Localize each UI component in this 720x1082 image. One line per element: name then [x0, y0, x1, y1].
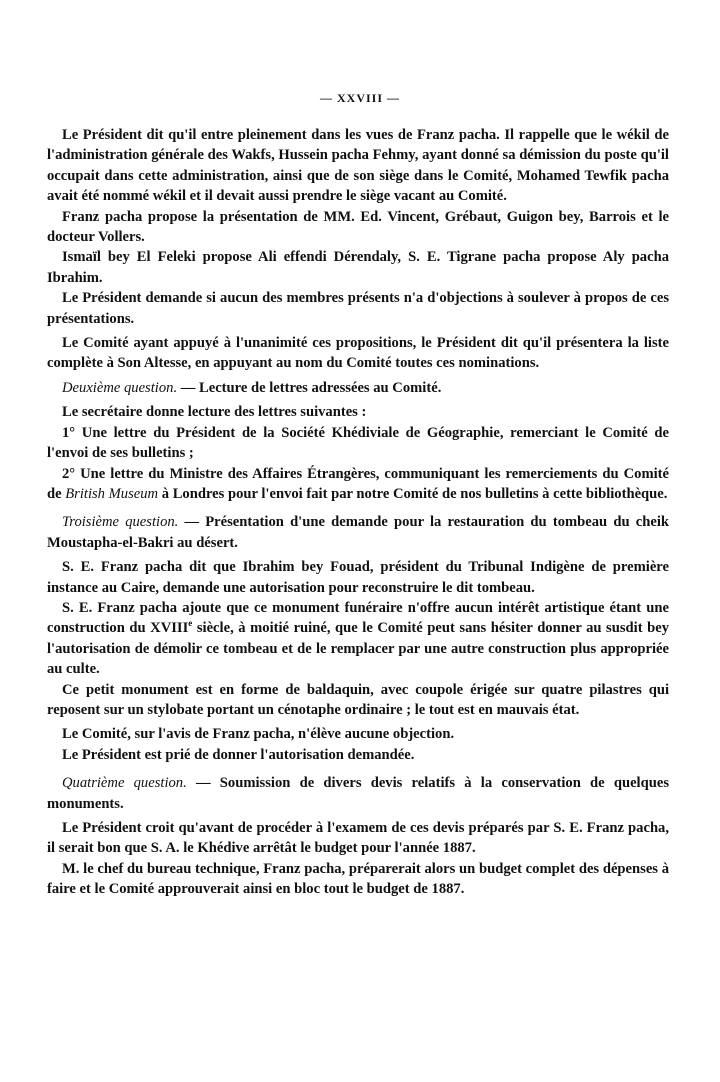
paragraph: S. E. Franz pacha ajoute que ce monument funéraire n'offre aucun intérêt artistique étant une construction du XVIIIe siècle, à moitié ruiné, que le Comité peut sans hésiter donner au susdit bey l'autorisation de démolir ce tombeau et de le remplacer par une autre construction plus appropriée au culte. [47, 599, 669, 678]
paragraph: Le Comité, sur l'avis de Franz pacha, n'élève aucune objection. [62, 726, 455, 743]
section-text: — Soumission de divers devis relatifs à la conservation de quelques monuments. [47, 775, 670, 812]
paragraph: Le secrétaire donne lecture des lettres suivantes : [62, 404, 367, 421]
paragraph: Le Président demande si aucun des membres présents n'a d'objections à soulever à propos de ces présentations. [47, 290, 669, 327]
section-heading: Deuxième question. [62, 379, 178, 396]
page-number: — XXVIII — [319, 91, 400, 105]
paragraph: Le Président est prié de donner l'autorisation demandée. [62, 746, 415, 763]
italic-name: British Museum [65, 485, 159, 502]
paragraph: M. le chef du bureau technique, Franz pacha, préparerait alors un budget complet des dépenses à faire et le Comité approuverait ainsi en bloc tout le budget de 1887. [47, 860, 669, 898]
section-paragraph [47, 512, 669, 553]
list-item: 2° Une lettre du Ministre des Affaires Étrangères, communiquant les remerciements du Comité de British Museum à Londres pour l'envoi fait par notre Comité de nos bulletins à cette bibliothèque. [47, 465, 669, 502]
section-paragraph [47, 773, 669, 814]
paragraph: Ce petit monument est en forme de baldaquin, avec coupole érigée sur quatre pilastres qui reposent sur un stylobate portant un cénotaphe ordinaire ; le tout est en mauvais état. [47, 681, 669, 718]
section-text: — Lecture de lettres adressées au Comité. [177, 379, 442, 396]
paragraph: Le Président croit qu'avant de procéder à l'examem de ces devis préparés par S. E. Franz pacha, il serait bon que S. A. le Khédive arrêtât le budget pour l'année 1887. [47, 820, 669, 857]
section-text: — Présentation d'une demande pour la restauration du tombeau du cheik Moustapha-el-Bakri au désert. [47, 514, 669, 551]
section-heading: Troisième question. [62, 514, 179, 531]
list-item: 1° Une lettre du Président de la Société Khédiviale de Géographie, remerciant le Comité de l'envoi de ses bulletins ; [47, 424, 669, 462]
paragraph: Ismaïl bey El Feleki propose Ali effendi Dérendaly, S. E. Tigrane pacha propose Aly pacha Ibrahim. [47, 249, 669, 286]
page-body [47, 125, 669, 900]
section-heading: Quatrième question. [62, 775, 187, 792]
section-paragraph [47, 378, 669, 398]
paragraph: S. E. Franz pacha dit que Ibrahim bey Fouad, président du Tribunal Indigène de première instance au Caire, demande une autorisation pour reconstruire le dit tombeau. [47, 559, 669, 596]
paragraph: Le Comité ayant appuyé à l'unanimité ces propositions, le Président dit qu'il présentera la liste complète à Son Altesse, en appuyant au nom du Comité toutes ces nominations. [47, 335, 669, 372]
paragraph: Le Président dit qu'il entre pleinement dans les vues de Franz pacha. Il rappelle que le wékil de l'administration générale des Wakfs, Hussein pacha Fehmy, ayant donné sa démission du poste qu'il occupait dans cette administration, ainsi que de son siège dans le Comité, Mohamed Tewfik pacha avait été nommé wékil et il devait aussi prendre le siège vacant au Comité. [47, 127, 669, 205]
paragraph: Franz pacha propose la présentation de MM. Ed. Vincent, Grébaut, Guigon bey, Barrois et le docteur Vollers. [47, 208, 669, 246]
